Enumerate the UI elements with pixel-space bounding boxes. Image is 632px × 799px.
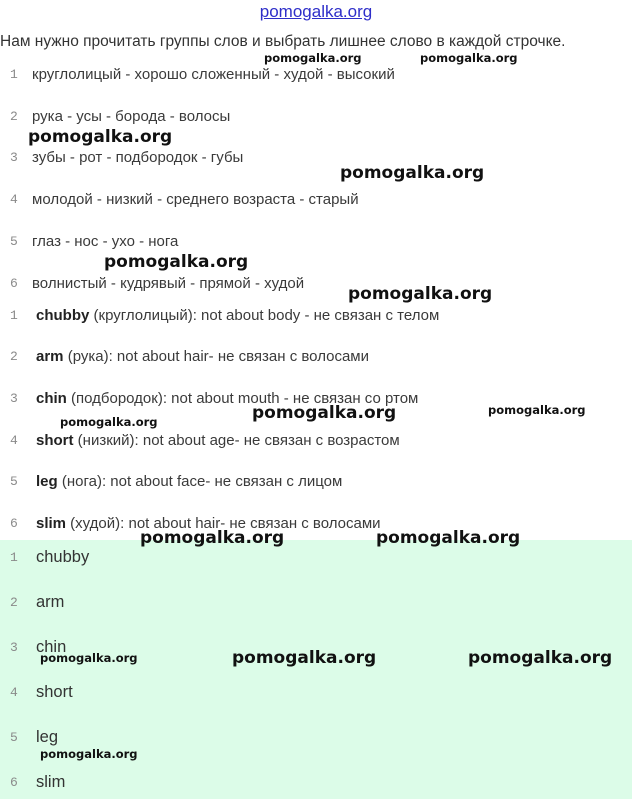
row-number: 1 [10, 307, 18, 323]
answer-row [0, 767, 65, 797]
group-words: волнистый - кудрявый - прямой - худой [32, 274, 305, 292]
odd-word: chin [36, 389, 67, 407]
answer-row [0, 677, 73, 707]
answer-row [0, 587, 64, 617]
row-number: 1 [10, 549, 18, 565]
explanation-text [28, 348, 369, 365]
watermark: pomogalka.org [376, 528, 521, 548]
row-number: 2 [10, 594, 18, 610]
answer-word: slim [36, 772, 66, 791]
watermark: pomogalka.org [232, 648, 377, 668]
watermark: pomogalka.org [252, 403, 397, 423]
group-words: круглолицый - хорошо сложенный - худой - высокий [32, 65, 395, 83]
watermark: pomogalka.org [348, 284, 493, 304]
answer-word: arm [36, 592, 65, 611]
row-number: 5 [10, 729, 18, 745]
explanation-rest: (низкий): not about age- не связан с возрастом [73, 431, 400, 449]
odd-word: arm [36, 347, 64, 365]
watermark: pomogalka.org [40, 651, 138, 665]
row-number: 6 [10, 515, 18, 531]
odd-word: leg [36, 472, 58, 490]
row-number: 3 [10, 390, 18, 406]
row-number: 4 [10, 432, 18, 448]
explanation-rest: (рука): not about hair- не связан с волосами [63, 347, 369, 365]
odd-word: chubby [36, 306, 90, 324]
group-words: глаз - нос - ухо - нога [32, 232, 179, 250]
explanation-rest: (худой): not about hair- не связан с волосами [66, 514, 381, 532]
row-number: 6 [10, 774, 18, 790]
site-title-link[interactable]: pomogalka.org [259, 2, 373, 21]
row-number: 2 [10, 108, 18, 124]
explanation-row [0, 425, 400, 455]
answer-word: leg [36, 727, 59, 746]
group-words: рука - усы - борода - волосы [32, 107, 231, 125]
row-number: 1 [10, 66, 18, 82]
explanation-row [0, 341, 369, 371]
row-number: 4 [10, 684, 18, 700]
row-number: 4 [10, 191, 18, 207]
row-number: 3 [10, 639, 18, 655]
row-number: 6 [10, 275, 18, 291]
watermark: pomogalka.org [468, 648, 613, 668]
watermark: pomogalka.org [140, 528, 285, 548]
group-words: зубы - рот - подбородок - губы [32, 148, 244, 166]
answer-row [0, 542, 89, 572]
answer-word: short [36, 682, 73, 701]
watermark: pomogalka.org [40, 747, 138, 761]
group-row [0, 268, 304, 298]
watermark: pomogalka.org [28, 127, 173, 147]
watermark: pomogalka.org [488, 403, 586, 417]
answer-word: chubby [36, 547, 90, 566]
explanation-text [28, 473, 342, 490]
answer-word: chin [36, 637, 67, 656]
group-words: молодой - низкий - среднего возраста - старый [32, 190, 359, 208]
row-number: 5 [10, 233, 18, 249]
explanation-text [28, 307, 439, 324]
explanation-rest: (нога): not about face- не связан с лицом [57, 472, 343, 490]
watermark: pomogalka.org [60, 415, 158, 429]
odd-word: short [36, 431, 74, 449]
explanation-text [28, 432, 400, 449]
explanation-rest: (подбородок): not about mouth - не связан со ртом [66, 389, 419, 407]
odd-word: slim [36, 514, 67, 532]
row-number: 5 [10, 473, 18, 489]
explanation-rest: (круглолицый): not about body - не связан с телом [89, 306, 440, 324]
watermark: pomogalka.org [104, 252, 249, 272]
explanation-row [0, 300, 439, 330]
explanation-row [0, 466, 342, 496]
row-number: 2 [10, 348, 18, 364]
watermark: pomogalka.org [420, 51, 518, 65]
watermark: pomogalka.org [340, 163, 485, 183]
task-instruction: Нам нужно прочитать группы слов и выбрать лишнее слово в каждой строчке. [0, 33, 566, 50]
watermark: pomogalka.org [264, 51, 362, 65]
group-row [0, 184, 359, 214]
row-number: 3 [10, 149, 18, 165]
